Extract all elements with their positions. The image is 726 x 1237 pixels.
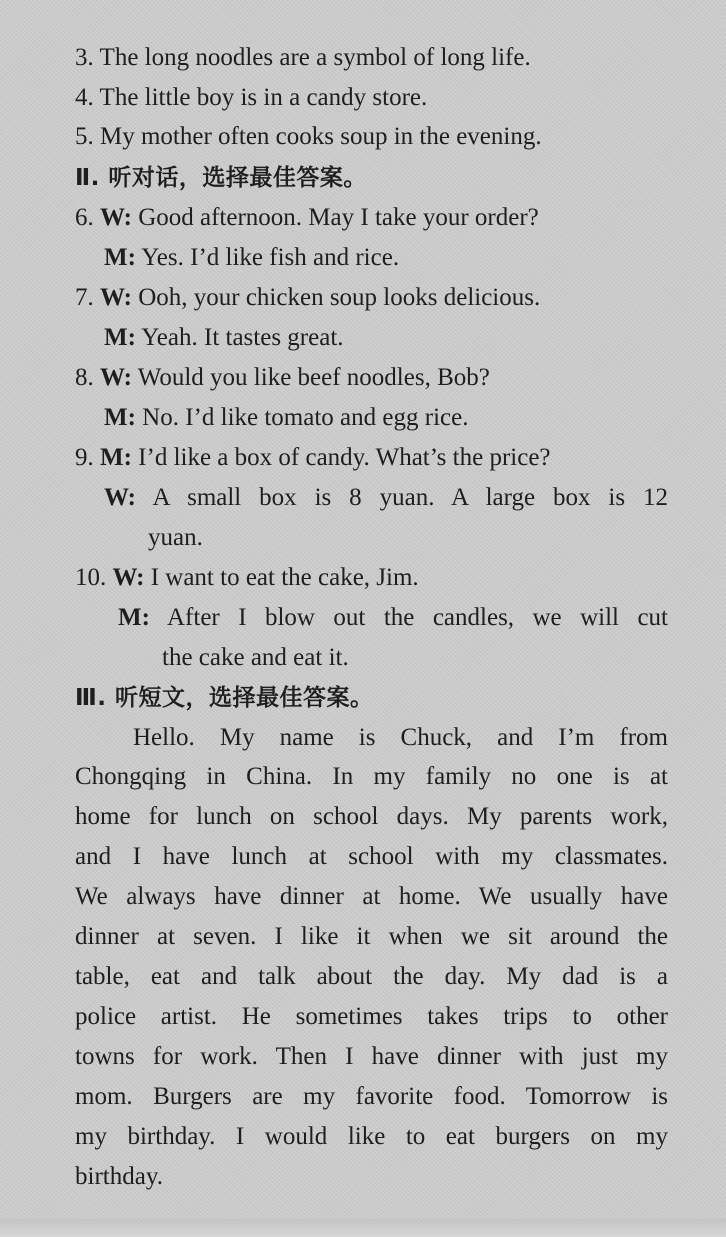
dialogue-7-m <box>104 318 671 358</box>
dialogue-number: 7. <box>75 284 94 311</box>
speaker-label: W: <box>100 284 132 311</box>
speaker-label: W: <box>104 484 136 511</box>
passage-line: table, eat and talk about the day. My dad is a <box>75 963 668 990</box>
dialogue-text: Good afternoon. May I take your order? <box>138 204 539 231</box>
dialogue-text: Yes. I’d like fish and rice. <box>141 244 400 271</box>
dialogue-number: 8. <box>75 364 94 391</box>
passage-line: towns for work. Then I have dinner with just my <box>75 1043 668 1070</box>
passage-line: home for lunch on school days. My parents work, <box>75 803 668 830</box>
dialogue-text: After I blow out the candles, we will cut <box>167 604 668 631</box>
dialogue-9-w-cont: yuan. <box>148 524 203 551</box>
passage-line: Chongqing in China. In my family no one is at <box>75 763 668 790</box>
dialogue-text: Ooh, your chicken soup looks delicious. <box>138 284 541 311</box>
speaker-label: M: <box>104 404 136 431</box>
item-5: 5. My mother often cooks soup in the evening. <box>75 123 542 150</box>
speaker-label: M: <box>118 604 150 631</box>
passage-line: mom. Burgers are my favorite food. Tomorrow is <box>75 1083 668 1110</box>
dialogue-8-w <box>75 358 671 398</box>
passage-line: birthday. <box>75 1163 163 1190</box>
dialogue-number: 10. <box>75 564 107 591</box>
speaker-label: W: <box>100 364 132 391</box>
dialogue-number: 6. <box>75 204 94 231</box>
speaker-label: M: <box>104 244 136 271</box>
dialogue-6-m <box>104 238 671 278</box>
dialogue-8-m <box>104 398 671 438</box>
passage-line: and I have lunch at school with my classmates. <box>75 843 668 870</box>
dialogue-9-w <box>104 478 668 518</box>
item-3: 3. The long noodles are a symbol of long life. <box>75 44 531 71</box>
dialogue-10-m <box>118 598 668 638</box>
passage-line: my birthday. I would like to eat burgers on my <box>75 1123 668 1150</box>
dialogue-6-w <box>75 198 671 238</box>
passage-line: police artist. He sometimes takes trips to other <box>75 1003 668 1030</box>
passage-line: We always have dinner at home. We usually have <box>75 883 668 910</box>
section-3-heading: Ⅲ. 听短文，选择最佳答案。 <box>75 685 374 711</box>
dialogue-text: A small box is 8 yuan. A large box is 12 <box>152 484 669 511</box>
dialogue-10-w <box>75 558 671 598</box>
dialogue-text: I’d like a box of candy. What’s the price? <box>138 444 551 471</box>
dialogue-10-m-cont: the cake and eat it. <box>162 644 349 671</box>
dialogue-text: Would you like beef noodles, Bob? <box>137 364 490 391</box>
dialogue-text: I want to eat the cake, Jim. <box>150 564 419 591</box>
item-4: 4. The little boy is in a candy store. <box>75 84 428 111</box>
dialogue-text: Yeah. It tastes great. <box>141 324 344 351</box>
scan-bottom-edge <box>0 1219 726 1237</box>
passage-line: dinner at seven. I like it when we sit around the <box>75 923 668 950</box>
speaker-label: W: <box>100 204 132 231</box>
section-2-heading: Ⅱ. 听对话，选择最佳答案。 <box>75 165 367 191</box>
dialogue-number: 9. <box>75 444 94 471</box>
dialogue-9-m <box>75 438 671 478</box>
dialogue-text: No. I’d like tomato and egg rice. <box>142 404 469 431</box>
speaker-label: M: <box>100 444 132 471</box>
passage-line: Hello. My name is Chuck, and I’m from <box>133 724 668 751</box>
speaker-label: W: <box>112 564 145 591</box>
speaker-label: M: <box>104 324 136 351</box>
dialogue-7-w <box>75 278 671 318</box>
